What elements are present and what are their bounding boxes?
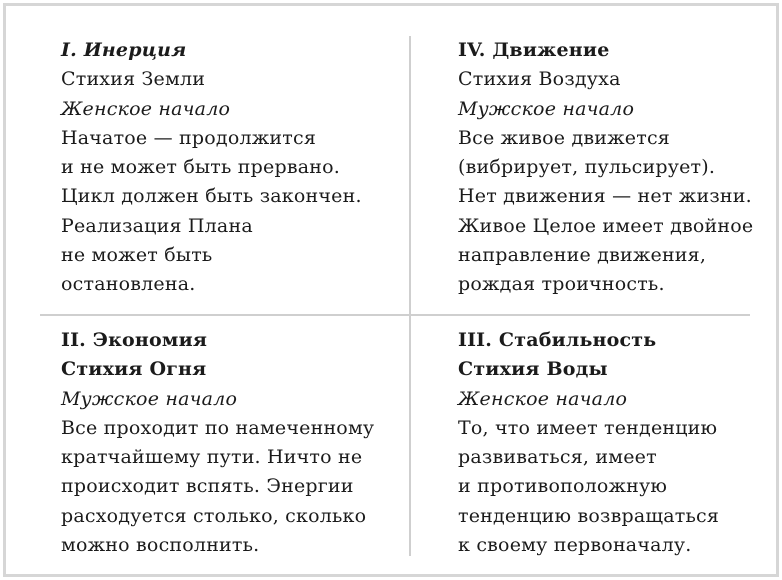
cell-line: не может быть — [61, 244, 213, 267]
cell-line: Живое Целое имеет двойное — [458, 214, 754, 237]
cell-title: I. Инерция — [61, 39, 187, 61]
cell-line: Цикл должен быть закончен. — [61, 185, 362, 208]
cell-element: Стихия Огня — [61, 358, 207, 381]
cell-line: рождая троичность. — [458, 273, 665, 296]
horizontal-divider — [40, 314, 750, 316]
cell-principle: Женское начало — [61, 97, 231, 120]
cell-line: Все проходит по намеченному — [61, 416, 375, 439]
cell-line: Реализация Плана — [61, 214, 253, 237]
cell-element: Стихия Воздуха — [458, 68, 621, 91]
principles-table — [3, 3, 779, 577]
cell-line: происходит вспять. Энергии — [61, 475, 354, 498]
cell-principle: Мужское начало — [458, 97, 635, 120]
cell-title: II. Экономия — [61, 329, 208, 351]
cell-line: остановлена. — [61, 273, 196, 296]
cell-line: Все живое движется — [458, 126, 670, 149]
cell-line: То, что имеет тенденцию — [458, 416, 718, 439]
cell-line: кратчайшему пути. Ничто не — [61, 446, 363, 469]
cell-principle: Мужское начало — [61, 387, 238, 410]
cell-inertia — [61, 36, 362, 300]
cell-principle: Женское начало — [458, 387, 628, 410]
cell-motion — [458, 36, 753, 300]
cell-element: Стихия Воды — [458, 358, 608, 381]
cell-stability — [458, 326, 719, 560]
cell-line: можно восполнить. — [61, 534, 260, 557]
cell-economy — [61, 326, 374, 560]
cell-line: направление движения, — [458, 244, 707, 267]
cell-title: IV. Движение — [458, 39, 610, 61]
cell-element: Стихия Земли — [61, 68, 206, 91]
cell-line: и не может быть прервано. — [61, 156, 340, 179]
cell-line: тенденцию возвращаться — [458, 504, 720, 527]
cell-line: (вибрирует, пульсирует). — [458, 156, 716, 179]
cell-line: и противоположную — [458, 475, 668, 498]
cell-line: Начатое — продолжится — [61, 126, 317, 149]
cell-line: развиваться, имеет — [458, 446, 657, 469]
cell-line: к своему первоначалу. — [458, 534, 692, 557]
vertical-divider — [409, 36, 411, 556]
cell-title: III. Стабильность — [458, 329, 657, 351]
cell-line: расходуется столько, сколько — [61, 504, 367, 527]
cell-line: Нет движения — нет жизни. — [458, 185, 752, 208]
